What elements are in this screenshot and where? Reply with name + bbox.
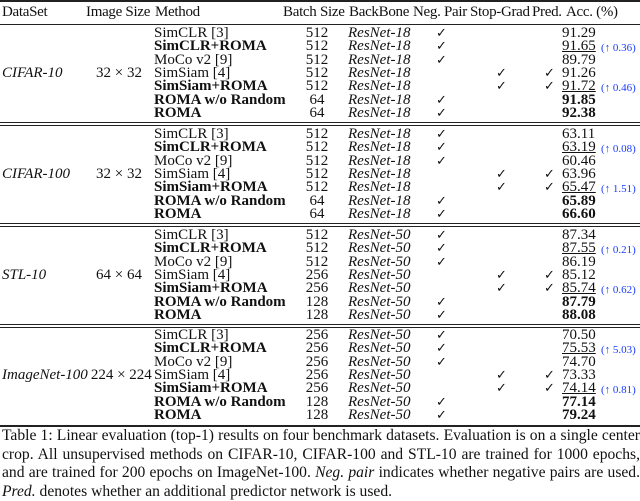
backbone: ResNet-50 (348, 227, 411, 243)
batch-size: 128 (305, 306, 329, 323)
method-name: MoCo v2 [9] (154, 152, 233, 169)
backbone: ResNet-18 (348, 78, 411, 95)
neg-pair-check-icon: ✓ (436, 126, 447, 141)
neg-pair-check-icon: ✓ (436, 139, 447, 155)
accuracy: 65.47 (562, 179, 596, 196)
pred-check-icon: ✓ (544, 380, 555, 396)
image-size: 64 × 64 (96, 266, 142, 283)
accuracy: 85.12 (562, 266, 596, 283)
backbone: ResNet-18 (348, 64, 411, 81)
caption-text-2: indicates whether negative pairs are used. (374, 464, 640, 482)
backbone: ResNet-50 (348, 393, 411, 410)
backbone: ResNet-50 (348, 340, 411, 357)
neg-pair-check-icon: ✓ (436, 393, 447, 409)
accuracy-gain: (↑ 0.62) (601, 284, 636, 297)
accuracy: 63.19 (562, 139, 596, 156)
dataset-label: STL-10 (2, 266, 47, 283)
backbone: ResNet-18 (348, 205, 411, 222)
neg-pair-check-icon: ✓ (436, 38, 447, 54)
backbone: ResNet-18 (348, 51, 411, 68)
caption-text-1: Table 1: Linear evaluation (top-1) results on four benchmark datasets. Evaluation is on a single center crop. All unsupervised methods on CIFAR-10, CIFAR-100 and STL-10 are trained for 1000 epochs, and are trained for 200 epochs on ImageNet-100. (2, 427, 640, 482)
accuracy: 91.85 (562, 91, 596, 108)
block-separator (0, 122, 640, 123)
pred-check-icon: ✓ (544, 165, 555, 181)
batch-size: 64 (309, 91, 325, 108)
dataset-label: ImageNet-100 (2, 366, 88, 383)
batch-size: 128 (305, 406, 329, 423)
backbone: ResNet-50 (348, 380, 411, 397)
dataset-block (0, 329, 640, 422)
accuracy: 91.65 (562, 38, 596, 55)
accuracy: 88.08 (562, 306, 596, 323)
accuracy: 75.53 (562, 340, 596, 357)
batch-size: 256 (305, 353, 329, 370)
backbone: ResNet-50 (348, 406, 411, 423)
header-stop-grad: Stop-Grad (469, 4, 530, 20)
accuracy: 65.89 (562, 192, 596, 209)
method-name: ROMA (154, 104, 202, 121)
method-name: SimCLR+ROMA (154, 38, 267, 55)
method-name: MoCo v2 [9] (154, 253, 233, 270)
backbone: ResNet-50 (348, 293, 411, 310)
method-name: ROMA w/o Random (154, 293, 286, 310)
block-separator (0, 223, 640, 224)
batch-size: 512 (305, 139, 329, 156)
stop-grad-check-icon: ✓ (496, 78, 507, 94)
pred-check-icon: ✓ (544, 366, 555, 382)
batch-size: 512 (305, 51, 329, 68)
batch-size: 128 (305, 293, 329, 310)
method-name: ROMA w/o Random (154, 91, 286, 108)
accuracy: 87.34 (562, 227, 596, 243)
neg-pair-check-icon: ✓ (436, 293, 447, 309)
table-caption (2, 427, 640, 501)
batch-size: 512 (305, 64, 329, 81)
caption-text-3: denotes whether an additional predictor network is used. (35, 482, 393, 500)
batch-size: 512 (305, 126, 329, 142)
batch-size: 64 (309, 205, 325, 222)
accuracy: 89.79 (562, 51, 596, 68)
neg-pair-check-icon: ✓ (436, 205, 447, 221)
table-row (0, 406, 640, 423)
stop-grad-check-icon: ✓ (496, 179, 507, 195)
backbone: ResNet-18 (348, 38, 411, 55)
top-rule (0, 0, 640, 2)
accuracy-gain: (↑ 0.08) (601, 143, 636, 156)
batch-size: 256 (305, 366, 329, 383)
backbone: ResNet-50 (348, 253, 411, 270)
accuracy-gain: (↑ 0.81) (601, 384, 636, 397)
method-name: SimSiam [4] (154, 64, 231, 81)
stop-grad-check-icon: ✓ (496, 280, 507, 296)
accuracy: 87.79 (562, 293, 596, 310)
image-size: 224 × 224 (90, 366, 152, 383)
header-method: Method (155, 4, 200, 20)
batch-size: 512 (305, 179, 329, 196)
backbone: ResNet-50 (348, 280, 411, 297)
neg-pair-check-icon: ✓ (436, 306, 447, 322)
batch-size: 256 (305, 266, 329, 283)
header-acc: Acc. (%) (566, 4, 618, 20)
method-name: ROMA (154, 406, 202, 423)
accuracy: 91.26 (562, 64, 596, 81)
header-backbone: BackBone (349, 4, 410, 20)
batch-size: 128 (305, 393, 329, 410)
backbone: ResNet-50 (348, 266, 411, 283)
method-name: SimCLR [3] (154, 25, 229, 41)
accuracy: 79.24 (562, 406, 596, 423)
batch-size: 512 (305, 38, 329, 55)
method-name: MoCo v2 [9] (154, 353, 233, 370)
backbone: ResNet-50 (348, 366, 411, 383)
neg-pair-check-icon: ✓ (436, 104, 447, 120)
method-name: SimSiam+ROMA (154, 78, 268, 95)
backbone: ResNet-18 (348, 152, 411, 169)
accuracy: 63.11 (562, 126, 596, 142)
batch-size: 512 (305, 165, 329, 182)
header-batch-size: Batch Size (283, 4, 345, 20)
method-name: SimSiam [4] (154, 366, 231, 383)
backbone: ResNet-18 (348, 126, 411, 142)
method-name: SimSiam [4] (154, 266, 231, 283)
batch-size: 512 (305, 25, 329, 41)
accuracy-gain: (↑ 0.21) (601, 244, 636, 257)
backbone: ResNet-50 (348, 353, 411, 370)
caption-pred-term: Pred. (2, 482, 36, 500)
accuracy: 91.29 (562, 25, 596, 41)
dataset-label: CIFAR-10 (2, 64, 63, 81)
method-name: ROMA (154, 205, 202, 222)
dataset-block (0, 27, 640, 120)
method-name: SimSiam+ROMA (154, 380, 268, 397)
dataset-block (0, 229, 640, 322)
header-neg-pair: Neg. Pair (413, 4, 467, 20)
pred-check-icon: ✓ (544, 64, 555, 80)
method-name: SimCLR [3] (154, 126, 229, 142)
backbone: ResNet-50 (348, 327, 411, 343)
header-dataset: DataSet (2, 4, 48, 20)
backbone: ResNet-18 (348, 179, 411, 196)
accuracy: 63.96 (562, 165, 596, 182)
accuracy: 91.72 (562, 78, 596, 95)
method-name: SimSiam+ROMA (154, 280, 268, 297)
neg-pair-check-icon: ✓ (436, 152, 447, 168)
table-row (0, 104, 640, 121)
header-pred: Pred. (532, 4, 562, 20)
pred-check-icon: ✓ (544, 179, 555, 195)
accuracy: 87.55 (562, 240, 596, 257)
neg-pair-check-icon: ✓ (436, 253, 447, 269)
accuracy: 74.14 (562, 380, 596, 397)
backbone: ResNet-18 (348, 104, 411, 121)
accuracy: 70.50 (562, 327, 596, 343)
accuracy: 66.60 (562, 205, 596, 222)
accuracy: 85.74 (562, 280, 596, 297)
header-image-size: Image Size (86, 4, 151, 20)
accuracy-gain: (↑ 0.36) (601, 42, 636, 55)
backbone: ResNet-18 (348, 25, 411, 41)
accuracy: 92.38 (562, 104, 596, 121)
accuracy: 74.70 (562, 353, 596, 370)
accuracy: 60.46 (562, 152, 596, 169)
stop-grad-check-icon: ✓ (496, 380, 507, 396)
batch-size: 256 (305, 327, 329, 343)
batch-size: 512 (305, 227, 329, 243)
table-row (0, 205, 640, 222)
pred-check-icon: ✓ (544, 78, 555, 94)
method-name: SimCLR+ROMA (154, 240, 267, 257)
image-size: 32 × 32 (96, 64, 142, 81)
accuracy: 86.19 (562, 253, 596, 270)
accuracy-gain: (↑ 1.51) (601, 183, 636, 196)
backbone: ResNet-18 (348, 192, 411, 209)
neg-pair-check-icon: ✓ (436, 327, 447, 342)
neg-pair-check-icon: ✓ (436, 91, 447, 107)
stop-grad-check-icon: ✓ (496, 165, 507, 181)
block-separator (0, 324, 640, 325)
stop-grad-check-icon: ✓ (496, 366, 507, 382)
accuracy-gain: (↑ 0.46) (601, 82, 636, 95)
method-name: ROMA w/o Random (154, 393, 286, 410)
stop-grad-check-icon: ✓ (496, 64, 507, 80)
neg-pair-check-icon: ✓ (436, 192, 447, 208)
method-name: ROMA w/o Random (154, 192, 286, 209)
neg-pair-check-icon: ✓ (436, 227, 447, 242)
caption-neg-pair-term: Neg. pair (315, 464, 375, 482)
stop-grad-check-icon: ✓ (496, 266, 507, 282)
batch-size: 256 (305, 280, 329, 297)
batch-size: 512 (305, 78, 329, 95)
batch-size: 64 (309, 192, 325, 209)
backbone: ResNet-50 (348, 306, 411, 323)
pred-check-icon: ✓ (544, 266, 555, 282)
backbone: ResNet-18 (348, 139, 411, 156)
batch-size: 64 (309, 104, 325, 121)
neg-pair-check-icon: ✓ (436, 51, 447, 67)
backbone: ResNet-18 (348, 165, 411, 182)
dataset-block (0, 128, 640, 221)
method-name: MoCo v2 [9] (154, 51, 233, 68)
method-name: SimCLR+ROMA (154, 340, 267, 357)
neg-pair-check-icon: ✓ (436, 25, 447, 40)
accuracy-gain: (↑ 5.03) (601, 344, 636, 357)
dataset-label: CIFAR-100 (2, 165, 71, 182)
method-name: SimCLR [3] (154, 327, 229, 343)
method-name: SimCLR+ROMA (154, 139, 267, 156)
method-name: SimSiam+ROMA (154, 179, 268, 196)
accuracy: 77.14 (562, 393, 596, 410)
batch-size: 512 (305, 253, 329, 270)
batch-size: 512 (305, 240, 329, 257)
neg-pair-check-icon: ✓ (436, 353, 447, 369)
batch-size: 512 (305, 152, 329, 169)
batch-size: 256 (305, 380, 329, 397)
image-size: 32 × 32 (96, 165, 142, 182)
method-name: ROMA (154, 306, 202, 323)
method-name: SimCLR [3] (154, 227, 229, 243)
accuracy: 73.33 (562, 366, 596, 383)
neg-pair-check-icon: ✓ (436, 340, 447, 356)
backbone: ResNet-50 (348, 240, 411, 257)
backbone: ResNet-18 (348, 91, 411, 108)
table-row (0, 306, 640, 323)
batch-size: 256 (305, 340, 329, 357)
pred-check-icon: ✓ (544, 280, 555, 296)
neg-pair-check-icon: ✓ (436, 406, 447, 422)
neg-pair-check-icon: ✓ (436, 240, 447, 256)
method-name: SimSiam [4] (154, 165, 231, 182)
